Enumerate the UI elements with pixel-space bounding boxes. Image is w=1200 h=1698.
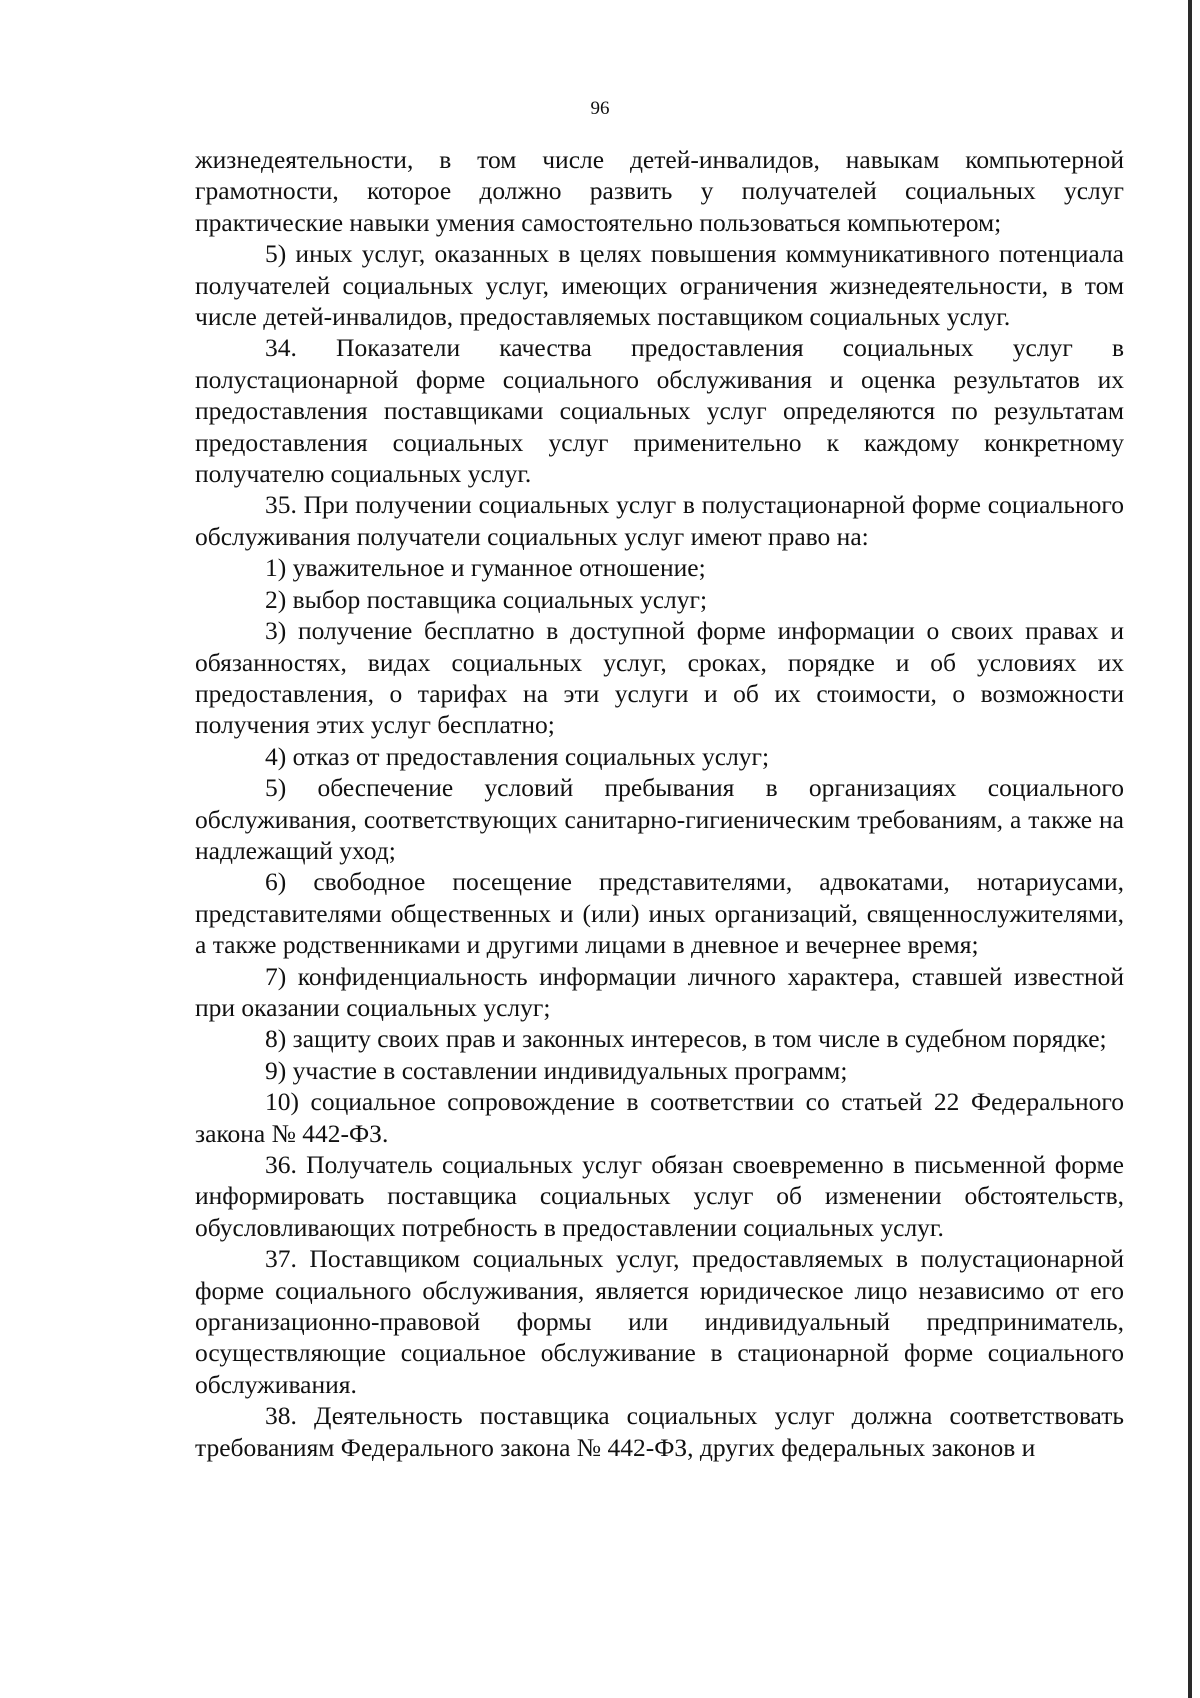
paragraph-35-item-5: 5) обеспечение условий пребывания в организациях социального обслуживания, соответствующих санитарно-гигиеническим требованиям, а также на надлежащий уход;: [195, 773, 1124, 865]
paragraph-37: 37. Поставщиком социальных услуг, предоставляемых в полустационарной форме социального обслуживания, является юридическое лицо независимо от его организационно-правовой формы или индивидуальный предприниматель, осуществляющие социальное обслуживание в стационарной форме социального обслуживания.: [195, 1244, 1124, 1399]
paragraph-35-item-10: 10) социальное сопровождение в соответствии со статьей 22 Федерального закона № 442-ФЗ.: [195, 1087, 1124, 1148]
document-body: [195, 144, 1124, 1463]
paragraph-continuation: жизнедеятельности, в том числе детей-инвалидов, навыкам компьютерной грамотности, которое должно развить у получателей социальных услуг практические навыки умения самостоятельно пользоваться компьютером;: [195, 145, 1124, 237]
paragraph-35-item-1: 1) уважительное и гуманное отношение;: [265, 553, 706, 583]
paragraph-34: 34. Показатели качества предоставления социальных услуг в полустационарной форме социального обслуживания и оценка результатов их предоставления поставщиками социальных услуг определяются по результатам предоставления социальных услуг применительно к каждому конкретному получателю социальных услуг.: [195, 333, 1124, 489]
paragraph-38: 38. Деятельность поставщика социальных услуг должна соответствовать требованиям Федерального закона № 442-ФЗ, других федеральных законов и: [195, 1401, 1124, 1462]
paragraph-35-item-2: 2) выбор поставщика социальных услуг;: [265, 584, 708, 614]
paragraph-35-item-8: 8) защиту своих прав и законных интересов, в том числе в судебном порядке;: [265, 1024, 1107, 1054]
paragraph-36: 36. Получатель социальных услуг обязан своевременно в письменной форме информировать поставщика социальных услуг об изменении обстоятельств, обусловливающих потребность в предоставлении социальных услуг.: [195, 1150, 1124, 1242]
paragraph-35-item-7: 7) конфиденциальность информации личного характера, ставшей известной при оказании социальных услуг;: [195, 961, 1124, 1022]
scan-edge-line: [1188, 0, 1192, 1698]
paragraph-35-item-6: 6) свободное посещение представителями, адвокатами, нотариусами, представителями общественных и (или) иных организаций, священнослужителями, а также родственниками и другими лицами в дневное и вечернее время;: [195, 867, 1124, 960]
paragraph-35-item-9: 9) участие в составлении индивидуальных программ;: [265, 1055, 848, 1085]
paragraph-item-5-communication: 5) иных услуг, оказанных в целях повышения коммуникативного потенциала получателей социальных услуг, имеющих ограничения жизнедеятельности, в том числе детей-инвалидов, предоставляемых поставщиком социальных услуг.: [195, 239, 1124, 332]
paragraph-35: 35. При получении социальных услуг в полустационарной форме социального обслуживания получатели социальных услуг имеют право на:: [195, 490, 1124, 551]
paragraph-35-item-4: 4) отказ от предоставления социальных услуг;: [265, 741, 770, 771]
paragraph-35-item-3: 3) получение бесплатно в доступной форме информации о своих правах и обязанностях, видах социальных услуг, сроках, порядке и об условиях их предоставления, о тарифах на эти услуги и об их стоимости, о возможности получения этих услуг бесплатно;: [195, 616, 1124, 740]
page-number: 96: [590, 98, 610, 119]
